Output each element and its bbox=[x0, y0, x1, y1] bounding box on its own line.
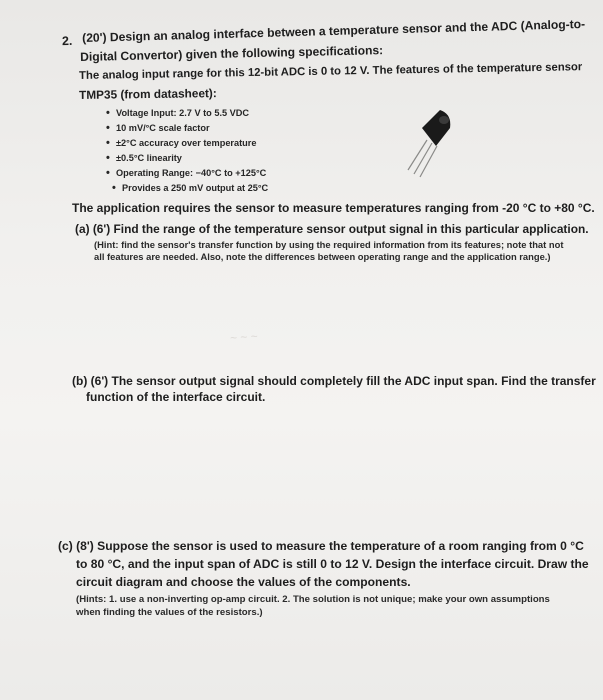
part-c-hint-2: when finding the values of the resistors.) bbox=[76, 607, 263, 618]
feature-item: • Voltage Input: 2.7 V to 5.5 VDC bbox=[116, 108, 249, 118]
question-number: 2. bbox=[61, 33, 73, 49]
feature-item: • 10 mV/°C scale factor bbox=[116, 123, 210, 133]
question-line-4: TMP35 (from datasheet): bbox=[79, 86, 217, 102]
feature-item: • ±2°C accuracy over temperature bbox=[116, 138, 256, 148]
part-a-hint-1: (Hint: find the sensor's transfer function by using the required information from its features; note that not bbox=[94, 239, 564, 250]
feature-item: • Operating Range: −40°C to +125°C bbox=[116, 168, 266, 178]
application-statement: The application requires the sensor to measure temperatures ranging from -20 °C to +80 °C. bbox=[72, 201, 595, 215]
feature-item: • ±0.5°C linearity bbox=[116, 153, 182, 163]
part-c-line-2: to 80 °C, and the input span of ADC is still 0 to 12 V. Design the interface circuit. Draw the bbox=[76, 557, 589, 571]
bleed-through-text: ~ ~ ~ bbox=[229, 329, 259, 345]
part-a-title: (a) (6') Find the range of the temperature sensor output signal in this particular application. bbox=[75, 222, 589, 236]
part-b-line-1: (b) (6') The sensor output signal should completely fill the ADC input span. Find the transfer bbox=[72, 374, 596, 388]
part-c-line-1: (c) (8') Suppose the sensor is used to measure the temperature of a room ranging from 0 °C bbox=[58, 539, 584, 553]
feature-item: • Provides a 250 mV output at 25°C bbox=[122, 183, 268, 193]
question-line-2: Digital Convertor) given the following specifications: bbox=[80, 43, 384, 64]
part-b-line-2: function of the interface circuit. bbox=[86, 390, 266, 404]
tmp35-sensor-icon bbox=[400, 100, 480, 180]
question-line-1: (20') Design an analog interface between a temperature sensor and the ADC (Analog-to- bbox=[82, 16, 586, 45]
part-a-hint-2: all features are needed. Also, note the differences between operating range and the application range.) bbox=[94, 251, 551, 262]
part-c-hint-1: (Hints: 1. use a non-inverting op-amp circuit. 2. The solution is not unique; make your own assumptions bbox=[76, 594, 550, 605]
part-c-line-3: circuit diagram and choose the values of the components. bbox=[76, 575, 411, 589]
question-line-3: The analog input range for this 12-bit ADC is 0 to 12 V. The features of the temperature sensor bbox=[79, 61, 583, 82]
